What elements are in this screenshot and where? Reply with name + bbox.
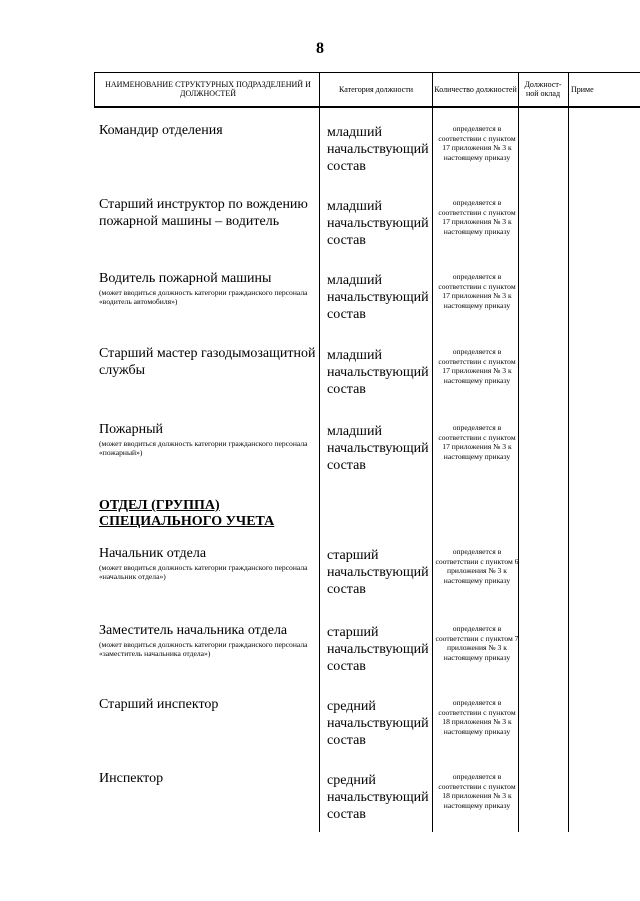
header-structural-units: НАИМЕНОВАНИЕ СТРУКТУРНЫХ ПОДРАЗДЕЛЕНИЙ И ДОЛЖНОСТЕЙ — [105, 80, 311, 98]
header-bottom-border — [94, 106, 640, 108]
position-title — [99, 270, 321, 306]
position-quantity: определяется в соответствии с пунктом 17 приложения № 3 к настоящему приказу — [438, 198, 516, 236]
position-category: средний начальствующий состав — [327, 773, 429, 822]
position-title — [99, 545, 321, 581]
position-name: Старший инструктор по вождению пожарной машины – водитель — [99, 197, 308, 229]
position-category: младший начальствующий состав — [327, 199, 429, 248]
position-name: Старший мастер газодымозащитной службы — [99, 346, 316, 378]
position-title — [99, 196, 321, 230]
position-category: младший начальствующий состав — [327, 348, 429, 397]
header-position-category: Категория должности — [339, 84, 413, 94]
page-number: 8 — [316, 40, 324, 57]
position-quantity: определяется в соответствии с пунктом 7 приложения № 3 к настоящему приказу — [435, 624, 519, 662]
position-name: Командир отделения — [99, 123, 223, 138]
position-category: старший начальствующий состав — [327, 625, 429, 674]
position-name: Старший инспектор — [99, 697, 219, 712]
position-note: (может вводиться должность категории гражданского персонала «водитель автомобиля») — [99, 288, 308, 306]
position-quantity: определяется в соответствии с пунктом 6 приложения № 3 к настоящему приказу — [435, 547, 519, 585]
position-note: (может вводиться должность категории гражданского персонала «заместитель начальника отдела») — [99, 640, 308, 658]
position-title — [99, 622, 321, 658]
position-category: младший начальствующий состав — [327, 125, 429, 174]
position-quantity: определяется в соответствии с пунктом 18 приложения № 3 к настоящему приказу — [438, 772, 516, 810]
position-note: (может вводиться должность категории гражданского персонала «пожарный») — [99, 439, 308, 457]
position-category: средний начальствующий состав — [327, 699, 429, 748]
position-quantity: определяется в соответствии с пунктом 17 приложения № 3 к настоящему приказу — [438, 423, 516, 461]
section-title: ОТДЕЛ (ГРУППА) СПЕЦИАЛЬНОГО УЧЕТА — [99, 498, 275, 529]
position-name: Заместитель начальника отдела — [99, 623, 288, 638]
position-title — [99, 696, 321, 713]
position-title — [99, 770, 321, 787]
position-quantity: определяется в соответствии с пунктом 18 приложения № 3 к настоящему приказу — [438, 698, 516, 736]
position-title — [99, 345, 321, 379]
position-name: Пожарный — [99, 422, 164, 437]
header-notes: Приме — [571, 84, 594, 94]
column-divider — [568, 72, 569, 832]
position-name: Водитель пожарной машины — [99, 271, 272, 286]
position-note: (может вводиться должность категории гражданского персонала «начальник отдела») — [99, 563, 308, 581]
position-category: старший начальствующий состав — [327, 548, 429, 597]
header-salary: Должност-ной оклад — [524, 80, 562, 98]
column-divider — [94, 72, 95, 106]
position-category: младший начальствующий состав — [327, 273, 429, 322]
position-name: Инспектор — [99, 771, 164, 786]
position-quantity: определяется в соответствии с пунктом 17 приложения № 3 к настоящему приказу — [438, 124, 516, 162]
column-divider — [432, 72, 433, 832]
staff-table — [94, 72, 640, 832]
position-quantity: определяется в соответствии с пунктом 17 приложения № 3 к настоящему приказу — [438, 272, 516, 310]
position-title — [99, 421, 321, 457]
header-position-count: Количество должностей — [434, 84, 517, 94]
position-quantity: определяется в соответствии с пунктом 17 приложения № 3 к настоящему приказу — [438, 347, 516, 385]
position-title — [99, 122, 321, 139]
position-name: Начальник отдела — [99, 546, 207, 561]
position-category: младший начальствующий состав — [327, 424, 429, 473]
